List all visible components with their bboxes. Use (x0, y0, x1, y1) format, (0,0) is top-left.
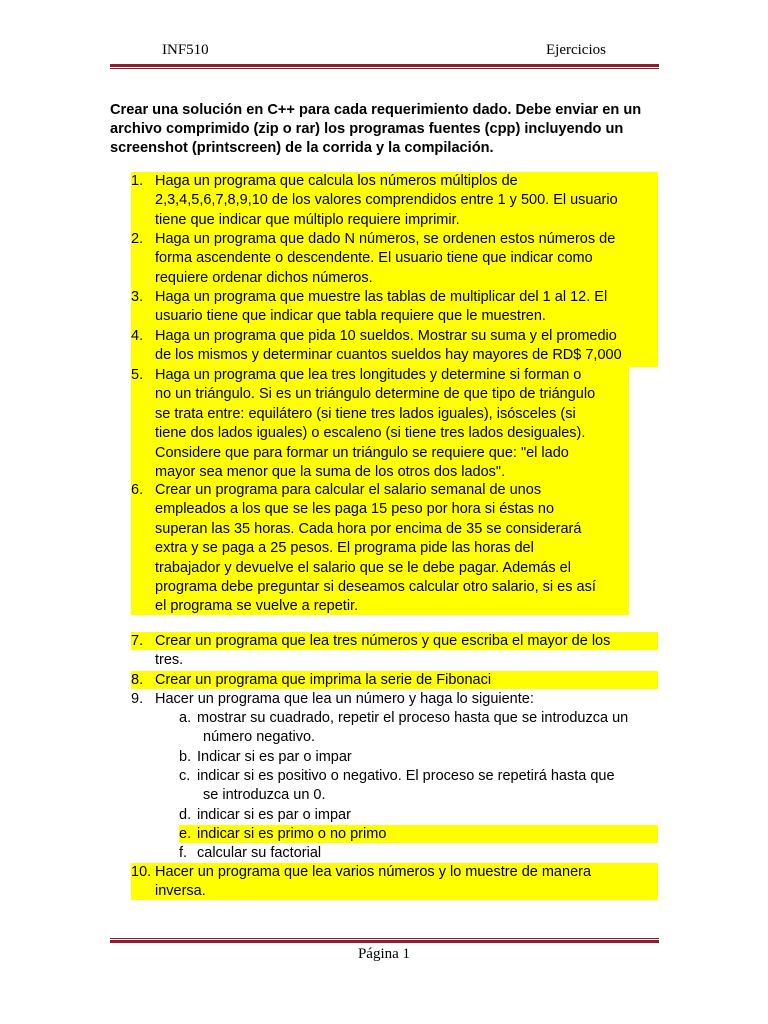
list-line: de los mismos y determinar cuantos sueldos hay mayores de RD$ 7,000 (155, 347, 622, 364)
list-line: programa debe preguntar si deseamos calcular otro salario, si es así (155, 579, 596, 596)
list-line: Hacer un programa que lea un número y haga lo siguiente: (155, 691, 534, 707)
list-number: 5. (131, 367, 144, 383)
list-line: mayor sea menor que la suma de los otros dos lados". (155, 464, 506, 481)
list-line: Haga un programa que muestre las tablas de multiplicar del 1 al 12. El (155, 289, 608, 305)
sub-line: calcular su factorial (197, 845, 322, 861)
list-line: tres. (155, 652, 184, 669)
list-number: 6. (131, 482, 144, 498)
sub-line: indicar si es positivo o negativo. El proceso se repetirá hasta que (197, 768, 615, 784)
list-line: Haga un programa que pida 10 sueldos. Mostrar su suma y el promedio (155, 328, 617, 344)
list-line: empleados a los que se les paga 15 peso por hora si éstas no (155, 501, 555, 518)
list-line: inversa. (155, 883, 206, 900)
sub-line: mostrar su cuadrado, repetir el proceso hasta que se introduzca un (197, 710, 629, 726)
list-line: se trata entre: equilátero (si tiene tres lados iguales), isósceles (si (155, 405, 576, 422)
list-line: Crear un programa que imprima la serie de Fibonaci (155, 672, 492, 688)
list-line: usuario tiene que indicar que tabla requiere que le muestren. (155, 308, 546, 325)
list-line: 2,3,4,5,6,7,8,9,10 de los valores comprendidos entre 1 y 500. El usuario (155, 192, 618, 209)
list-line: Considere que para formar un triángulo se requiere que: "el lado (155, 444, 569, 461)
list-number: 10. (131, 864, 152, 880)
list-line: Haga un programa que dado N números, se ordenen estos números de (155, 231, 616, 247)
sub-letter: f. (179, 845, 188, 861)
sub-letter: b. (179, 749, 192, 765)
list-line: Crear un programa para calcular el salario semanal de unos (155, 482, 542, 498)
list-line: el programa se vuelve a repetir. (155, 598, 359, 615)
list-line: forma ascendente o descendente. El usuario tiene que indicar como (155, 250, 593, 267)
list-line: tiene dos lados iguales) o escaleno (si tiene tres lados desiguales). (155, 425, 586, 442)
list-number: 2. (131, 231, 144, 247)
list-number: 9. (131, 691, 144, 707)
sub-line: número negativo. (203, 729, 316, 746)
list-number: 3. (131, 289, 144, 305)
list-line: trabajador y devuelve el salario que se le debe pagar. Además el (155, 559, 571, 576)
sub-letter: e. (179, 826, 192, 842)
sub-line: Indicar si es par o impar (197, 749, 352, 765)
footer-rule (110, 938, 659, 943)
sub-letter: c. (179, 768, 191, 784)
header-course-code: INF510 (162, 42, 209, 58)
list-number: 8. (131, 672, 144, 688)
sub-line: indicar si es primo o no primo (197, 826, 387, 842)
list-line: requiere ordenar dichos números. (155, 269, 373, 286)
sub-line: indicar si es par o impar (197, 807, 351, 823)
sub-letter: a. (179, 710, 192, 726)
list-number: 7. (131, 633, 144, 649)
instructions-paragraph: Crear una solución en C++ para cada requerimiento dado. Debe enviar en un archivo comprimido (zip o rar) los programas fuentes (cpp) incluyendo un screenshot (printscreen) de la corrida y la compilación. (110, 102, 642, 156)
header-rule (110, 64, 659, 69)
list-number: 1. (131, 173, 144, 189)
sub-line: se introduzca un 0. (203, 787, 326, 804)
list-line: superan las 35 horas. Cada hora por encima de 35 se considerará (155, 520, 582, 537)
list-line: Haga un programa que calcula los números múltiplos de (155, 173, 518, 189)
list-line: tiene que indicar que múltiplo requiere imprimir. (155, 211, 460, 228)
list-line: no un triángulo. Si es un triángulo determine de que tipo de triángulo (155, 386, 596, 403)
sub-letter: d. (179, 807, 192, 823)
list-line: Hacer un programa que lea varios números y lo muestre de manera (155, 864, 592, 880)
list-line: Haga un programa que lea tres longitudes y determine si forman o (155, 367, 582, 383)
list-line: extra y se paga a 25 pesos. El programa pide las horas del (155, 540, 534, 557)
header-section-title: Ejercicios (546, 42, 606, 58)
list-number: 4. (131, 328, 144, 344)
list-line: Crear un programa que lea tres números y que escriba el mayor de los (155, 633, 611, 649)
page-number: Página 1 (357, 946, 411, 962)
